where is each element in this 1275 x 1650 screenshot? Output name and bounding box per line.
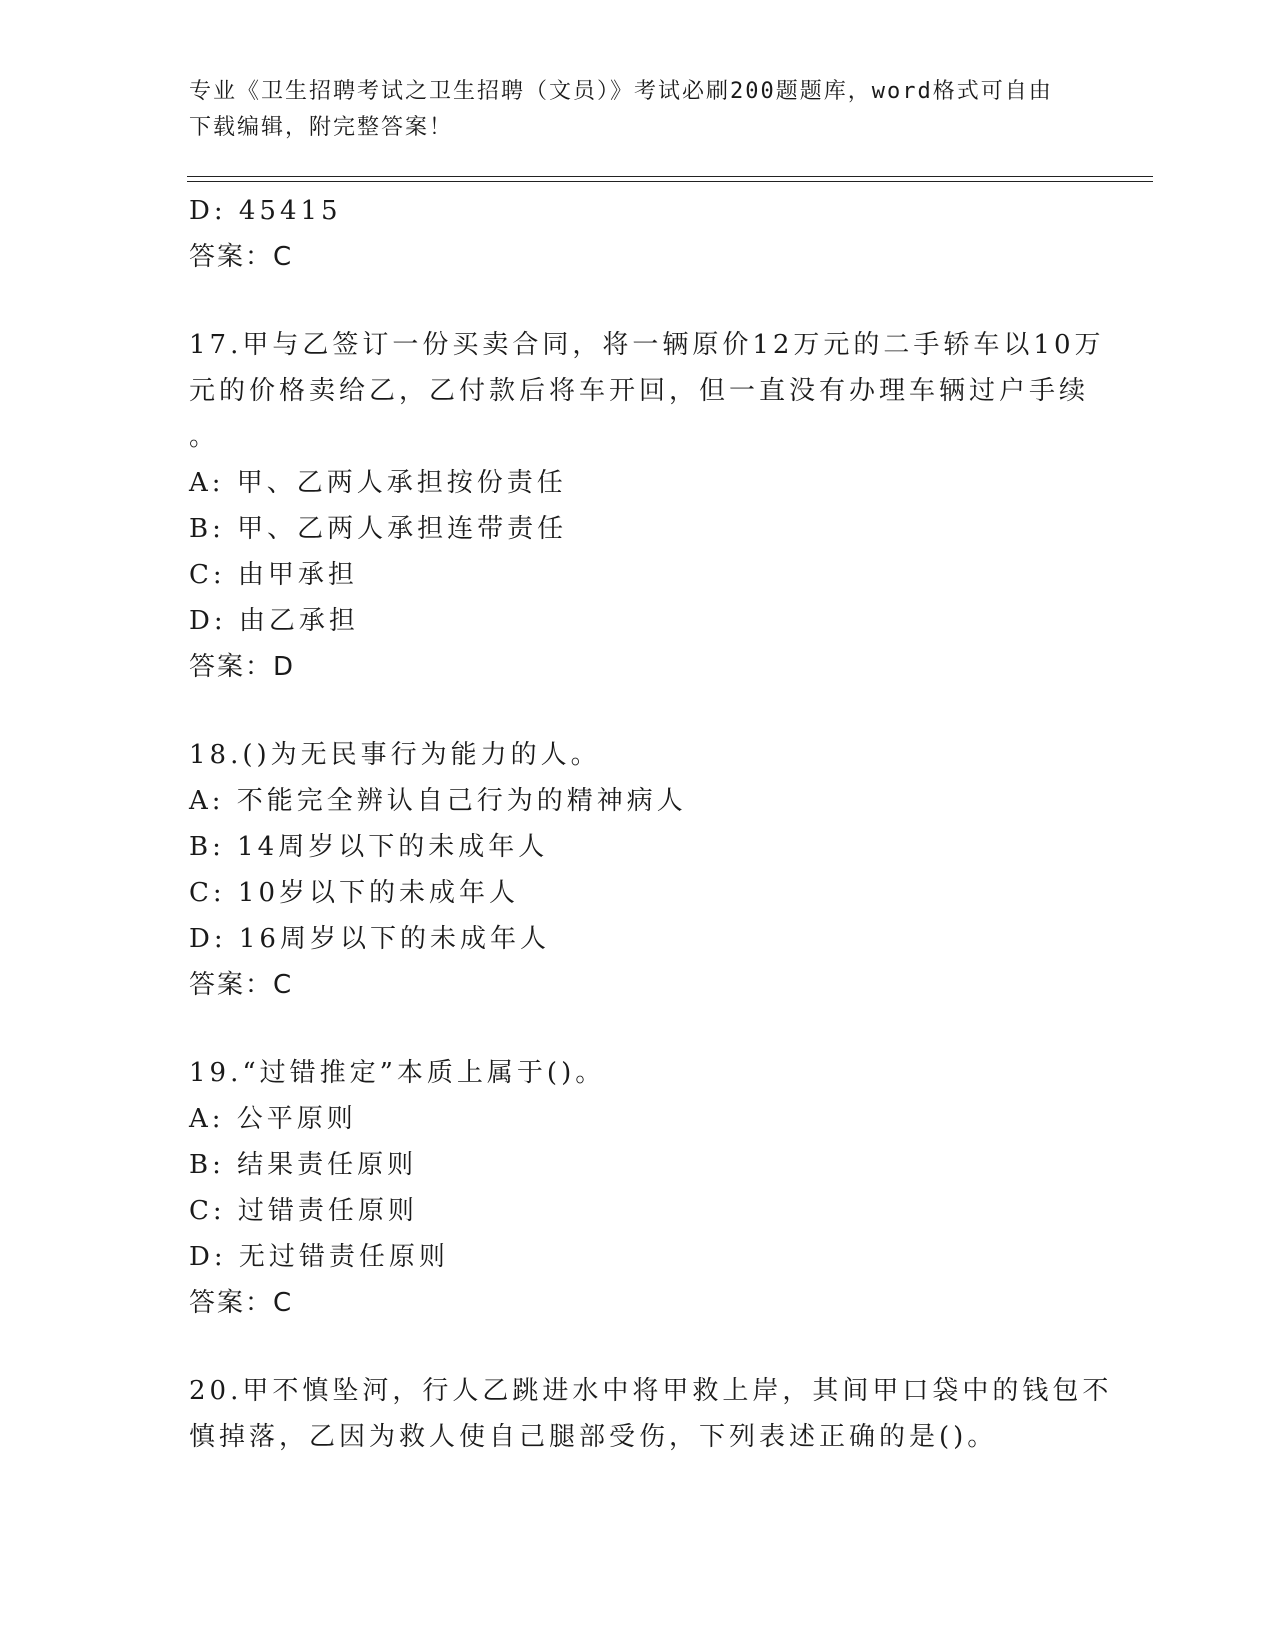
question-stem: 18.()为无民事行为能力的人。 [189, 740, 601, 770]
option-b: B: 甲、乙两人承担连带责任 [189, 514, 568, 544]
option-a: A: 甲、乙两人承担按份责任 [189, 468, 567, 498]
spacer [189, 1326, 1089, 1368]
option-a: A: 不能完全辨认自己行为的精神病人 [189, 786, 687, 816]
answer-line: 答案：C [189, 970, 294, 1000]
answer-line: 答案：C [189, 242, 294, 272]
question-stem: 17.甲与乙签订一份买卖合同，将一辆原价12万元的二手轿车以10万 [189, 330, 1105, 360]
option-c: C: 过错责任原则 [189, 1196, 418, 1226]
option-c: C: 由甲承担 [189, 560, 358, 590]
header-divider [187, 176, 1153, 177]
question-stem: 19.“过错推定”本质上属于()。 [189, 1058, 606, 1088]
question-stem: 20.甲不慎坠河，行人乙跳进水中将甲救上岸，其间甲口袋中的钱包不 [189, 1376, 1113, 1406]
question-stem: 慎掉落，乙因为救人使自己腿部受伤，下列表述正确的是()。 [189, 1422, 998, 1452]
option-b: B: 14周岁以下的未成年人 [189, 832, 549, 862]
header-divider-secondary [187, 181, 1153, 182]
option-d: D: 16周岁以下的未成年人 [189, 924, 550, 954]
option-c: C: 10岁以下的未成年人 [189, 878, 520, 908]
header-text: 专业《卫生招聘考试之卫生招聘（文员）》考试必刷200题题库，word格式可自由下载编辑，附完整答案！ [189, 79, 1053, 140]
question-stem: 。 [189, 422, 220, 452]
option-d: D: 由乙承担 [189, 606, 359, 636]
option-d: D: 无过错责任原则 [189, 1242, 449, 1272]
question-20 [189, 1368, 1113, 1460]
spacer [189, 1008, 1089, 1050]
question-list [189, 188, 1113, 1460]
option-a: A: 公平原则 [189, 1104, 357, 1134]
option-d: D: 45415 [189, 196, 342, 226]
question-19 [189, 1050, 1089, 1326]
question-stem: 元的价格卖给乙，乙付款后将车开回，但一直没有办理车辆过户手续 [189, 376, 1090, 406]
option-b: B: 结果责任原则 [189, 1150, 418, 1180]
answer-line: 答案：C [189, 1288, 294, 1318]
question-18 [189, 732, 1089, 1008]
spacer [189, 280, 1089, 322]
page-header [189, 74, 1069, 146]
question-17 [189, 322, 1105, 690]
answer-line: 答案：D [189, 652, 296, 682]
spacer [189, 690, 1089, 732]
